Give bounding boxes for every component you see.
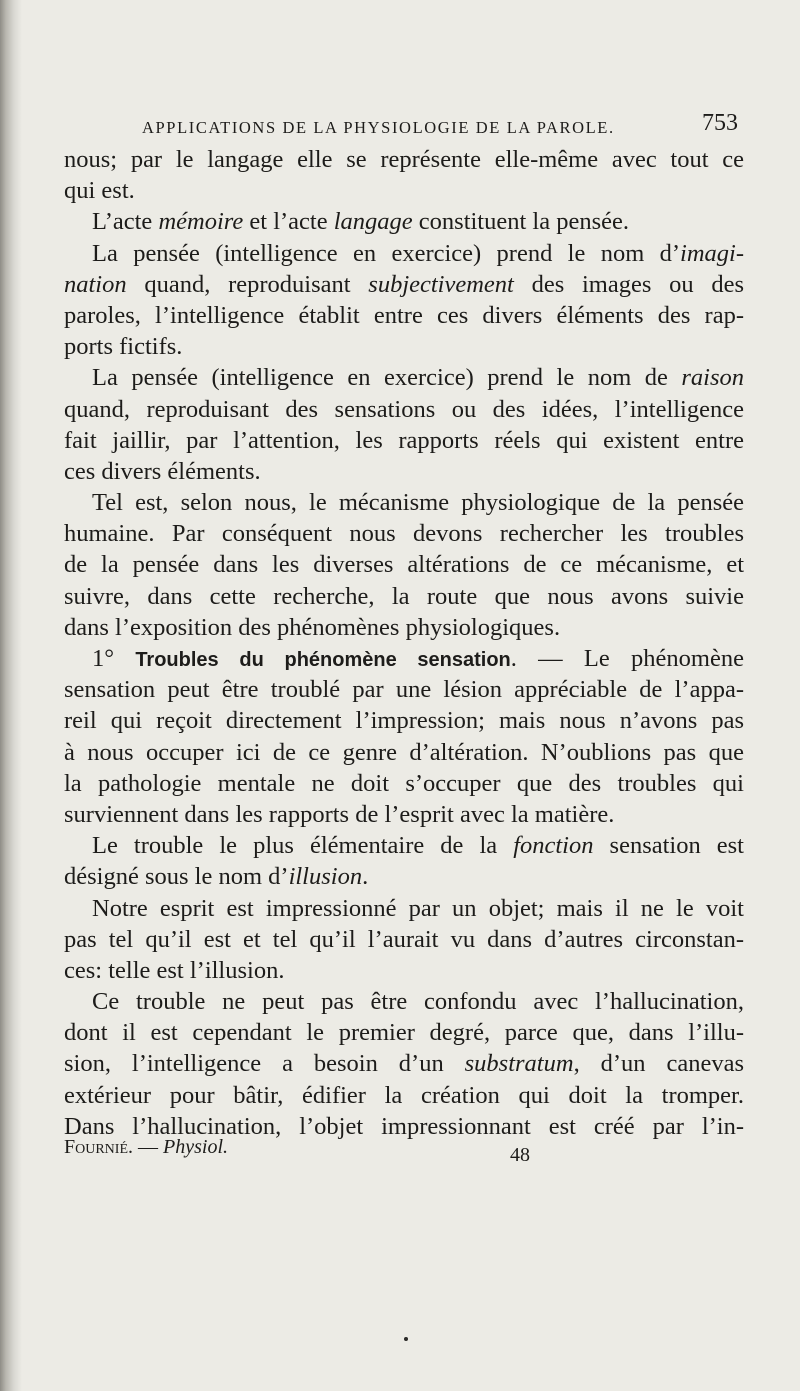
text-line — [64, 924, 744, 955]
text-run: reil qui reçoit directement l’impression; mais nous n’avons pas — [64, 707, 744, 735]
footer-short-title: Physiol. — [163, 1136, 229, 1158]
text-run: Tel est, selon nous, le mécanisme physiologique de la pensée — [92, 489, 744, 517]
page-footer — [64, 1136, 744, 1168]
text-line — [64, 238, 744, 269]
text-line — [64, 1080, 744, 1111]
text-run: suivre, dans cette recherche, la route que nous avons suivie — [64, 582, 744, 610]
text-line — [64, 612, 744, 643]
text-line — [64, 487, 744, 518]
text-line — [64, 830, 744, 861]
text-run: surviennent dans les rapports de l’esprit avec la matière. — [64, 800, 615, 828]
text-run: dont il est cependant le premier degré, parce que, dans l’illu- — [64, 1019, 744, 1047]
text-run: constituent la pensée. — [412, 208, 630, 236]
text-line — [64, 643, 744, 674]
text-run: dans l’exposition des phénomènes physiologiques. — [64, 613, 561, 641]
text-run: pas tel qu’il est et tel qu’il l’aurait vu dans d’autres circonstan- — [64, 925, 744, 953]
text-run: quand, reproduisant — [126, 270, 369, 298]
text-run: sion, l’intelligence a besoin d’un — [64, 1050, 465, 1078]
text-run: des images ou des — [513, 270, 744, 298]
text-line — [64, 705, 744, 736]
italic-term: langage — [333, 208, 413, 236]
italic-term: illusion — [288, 863, 363, 891]
footer-author: Fournié. — [64, 1136, 134, 1158]
footer-citation — [64, 1136, 228, 1159]
book-page — [64, 104, 744, 1168]
text-run: nous; par le langage elle se représente elle-même avec tout ce — [64, 146, 744, 173]
text-line — [64, 175, 744, 206]
text-line — [64, 674, 744, 705]
text-run: ports fictifs. — [64, 333, 183, 361]
text-run: La pensée (intelligence en exercice) prend le nom d’ — [92, 239, 681, 267]
text-run: Dans l’hallucination, l’objet impressionnant est créé par l’in- — [64, 1112, 744, 1140]
text-run: quand, reproduisant des sensations ou des idées, l’intelligence — [64, 395, 744, 423]
text-run: L’acte — [92, 208, 159, 236]
text-line — [64, 893, 744, 924]
text-line — [64, 518, 744, 549]
text-run: La pensée (intelligence en exercice) prend le nom de — [92, 364, 682, 392]
text-run: désigné sous le nom d’ — [64, 863, 289, 891]
italic-term: nation — [64, 270, 127, 298]
text-line — [64, 581, 744, 612]
text-run: . — Le phénomène — [510, 645, 744, 672]
text-line — [64, 300, 744, 331]
running-title: APPLICATIONS DE LA PHYSIOLOGIE DE LA PAROLE. — [142, 118, 615, 137]
text-line — [64, 456, 744, 487]
text-line — [64, 737, 744, 768]
text-run: . — [362, 863, 369, 891]
text-line — [64, 425, 744, 456]
text-run: de la pensée dans les diverses altérations de ce mécanisme, et — [64, 551, 744, 579]
text-run: Ce trouble ne peut pas être confondu avec l’hallucination, — [92, 988, 744, 1016]
page-binding-edge — [0, 0, 22, 1391]
text-run: Notre esprit est impressionné par un objet; mais il ne le voit — [92, 894, 744, 922]
text-run: ces: telle est l’illusion. — [64, 956, 285, 984]
text-line — [64, 144, 744, 175]
text-run: sensation est — [593, 832, 744, 860]
text-run: et l’acte — [243, 208, 334, 236]
section-heading: Troubles du phénomène sensation — [135, 649, 511, 671]
signature-mark: 48 — [510, 1144, 530, 1166]
text-run: , d’un canevas — [573, 1050, 744, 1078]
text-run: la pathologie mentale ne doit s’occuper que des troubles qui — [64, 769, 744, 797]
text-line — [64, 768, 744, 799]
running-header — [64, 104, 744, 144]
print-speck — [404, 1337, 408, 1341]
text-line — [64, 955, 744, 986]
text-run: extérieur pour bâtir, édifier la création qui doit la tromper. — [64, 1081, 744, 1109]
text-line — [64, 861, 744, 892]
text-run: fait jaillir, par l’attention, les rapports réels qui existent entre — [64, 426, 744, 454]
text-run: qui est. — [64, 177, 135, 205]
italic-term: substratum — [464, 1050, 574, 1078]
italic-term: subjectivement — [368, 270, 514, 298]
text-line — [64, 331, 744, 362]
text-line — [64, 986, 744, 1017]
text-run: 1° — [92, 645, 136, 672]
italic-term: mémoire — [158, 208, 244, 236]
text-line — [64, 394, 744, 425]
text-run: humaine. Par conséquent nous devons rechercher les troubles — [64, 520, 744, 548]
text-line — [64, 549, 744, 580]
text-run: Le trouble le plus élémentaire de la — [92, 832, 514, 860]
text-line — [64, 362, 744, 393]
italic-term: imagi- — [680, 239, 744, 267]
text-run: paroles, l’intelligence établit entre ces divers éléments des rap- — [64, 301, 744, 329]
text-run: ces divers éléments. — [64, 457, 261, 485]
italic-term: raison — [681, 364, 744, 392]
text-line — [64, 206, 744, 237]
body-text — [64, 144, 744, 1142]
text-run: sensation peut être troublé par une lésion appréciable de l’appa- — [64, 676, 744, 704]
text-line — [64, 1048, 744, 1079]
italic-term: fonction — [513, 832, 594, 860]
footer-dash: — — [138, 1136, 164, 1158]
text-run: à nous occuper ici de ce genre d’altération. N’oublions pas que — [64, 738, 744, 766]
page-number: 753 — [702, 110, 738, 136]
text-line — [64, 799, 744, 830]
text-line — [64, 1017, 744, 1048]
text-line — [64, 269, 744, 300]
